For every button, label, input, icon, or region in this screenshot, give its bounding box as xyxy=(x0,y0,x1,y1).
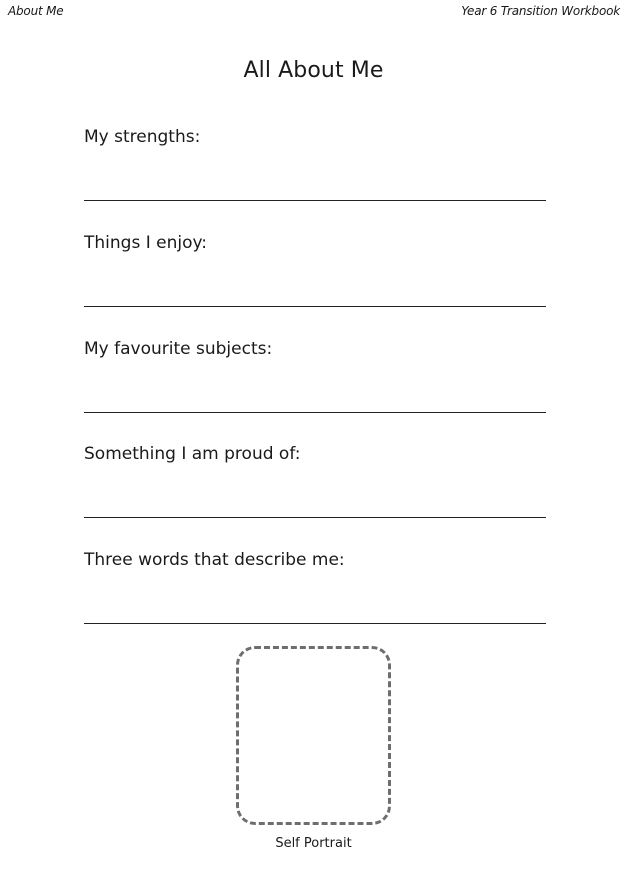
answer-line[interactable] xyxy=(84,306,546,307)
self-portrait-frame[interactable] xyxy=(236,646,391,825)
answer-line[interactable] xyxy=(84,517,546,518)
header-section-label: About Me xyxy=(8,4,64,18)
answer-line[interactable] xyxy=(84,200,546,201)
prompt-enjoy xyxy=(84,233,546,339)
header-workbook-title: Year 6 Transition Workbook xyxy=(461,4,620,18)
prompt-favourite-subjects xyxy=(84,339,546,445)
prompt-label: Something I am proud of: xyxy=(84,444,301,465)
page-title: All About Me xyxy=(243,58,384,83)
prompt-proud-of xyxy=(84,444,546,550)
prompt-three-words xyxy=(84,550,546,656)
prompt-label: My favourite subjects: xyxy=(84,338,273,359)
prompt-label: Things I enjoy: xyxy=(84,232,208,253)
prompt-label: My strengths: xyxy=(84,127,201,147)
self-portrait-caption: Self Portrait xyxy=(275,836,352,851)
prompt-label: Three words that describe me: xyxy=(84,550,345,570)
answer-line[interactable] xyxy=(84,412,546,413)
prompt-strengths xyxy=(84,127,546,233)
prompt-list xyxy=(84,127,546,656)
answer-line[interactable] xyxy=(84,623,546,624)
